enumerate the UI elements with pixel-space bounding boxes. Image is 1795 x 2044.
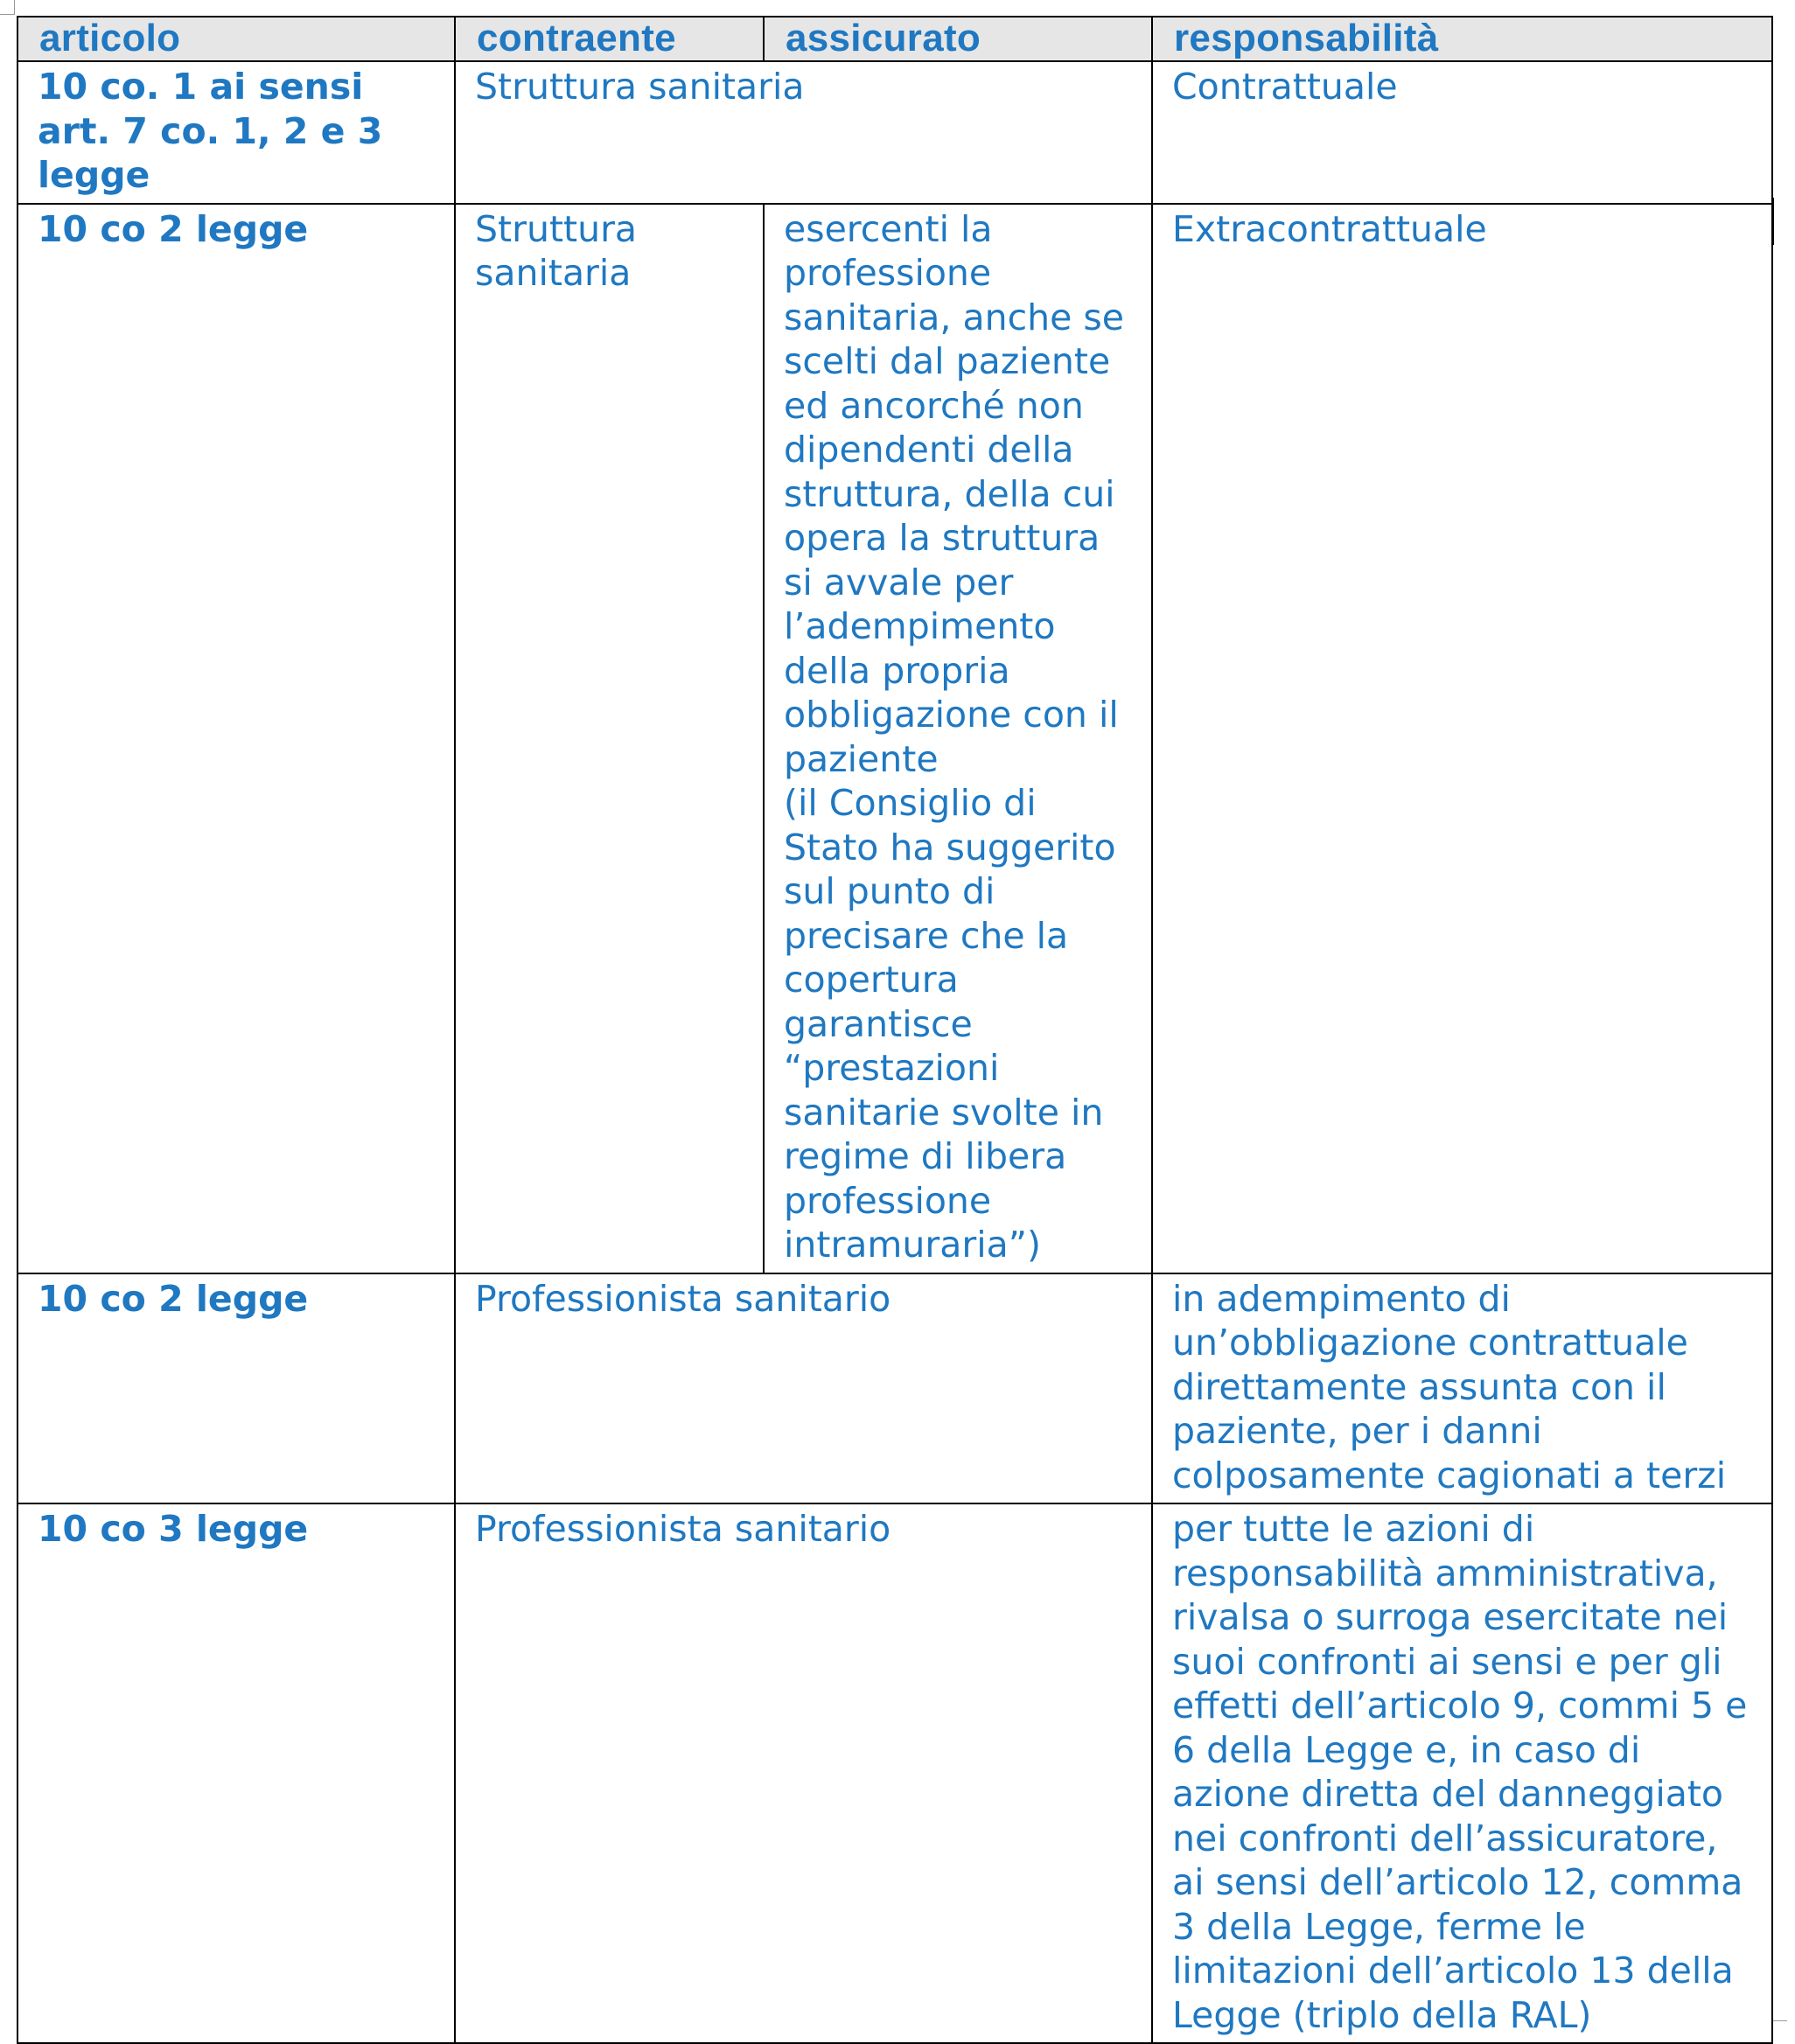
table-row: [17, 1503, 1772, 2043]
cell-contraente: Struttura sanitaria: [455, 204, 764, 1273]
cell-articolo: 10 co 2 legge: [17, 1273, 455, 1504]
page-corner-mark-top-left: [0, 0, 15, 15]
cell-responsabilita: Contrattuale: [1152, 61, 1772, 204]
text-cursor-mark: [1772, 198, 1774, 245]
cell-contraente-assicurato: Professionista sanitario: [455, 1273, 1152, 1504]
table-row: [17, 61, 1772, 204]
cell-articolo: 10 co 2 legge: [17, 204, 455, 1273]
header-articolo: articolo: [17, 17, 455, 61]
header-assicurato: assicurato: [764, 17, 1152, 61]
page-corner-mark-bottom-right: [1772, 2020, 1787, 2035]
insurance-table: [17, 16, 1773, 2044]
cell-assicurato: esercenti la professione sanitaria, anche se scelti dal paziente ed ancorché non dipendenti della struttura, della cui opera la struttura si avvale per l’adempimento della propria obbligazione con il paziente (il Consiglio di Stato ha suggerito sul punto di precisare che la copertura garantisce “prestazioni sanitarie svolte in regime di libera professione intramuraria”): [764, 204, 1152, 1273]
cell-responsabilita: Extracontrattuale: [1152, 204, 1772, 1273]
cell-articolo: 10 co 3 legge: [17, 1503, 455, 2043]
cell-contraente-assicurato: Struttura sanitaria: [455, 61, 1152, 204]
cell-articolo: 10 co. 1 ai sensi art. 7 co. 1, 2 e 3 legge: [17, 61, 455, 204]
cell-contraente-assicurato: Professionista sanitario: [455, 1503, 1152, 2043]
header-row: [17, 17, 1772, 61]
table-row: [17, 1273, 1772, 1504]
table-row: [17, 204, 1772, 1273]
header-responsabilita: responsabilità: [1152, 17, 1772, 61]
table-header: [17, 17, 1772, 61]
cell-responsabilita: per tutte le azioni di responsabilità amministrativa, rivalsa o surroga esercitate nei suoi confronti ai sensi e per gli effetti dell’articolo 9, commi 5 e 6 della Legge e, in caso di azione diretta del danneggiato nei confronti dell’assicuratore, ai sensi dell’articolo 12, comma 3 della Legge, ferme le limitazioni dell’articolo 13 della Legge (triplo della RAL): [1152, 1503, 1772, 2043]
table-body: [17, 61, 1772, 2043]
cell-responsabilita: in adempimento di un’obbligazione contrattuale direttamente assunta con il paziente, per i danni colposamente cagionati a terzi: [1152, 1273, 1772, 1504]
header-contraente: contraente: [455, 17, 764, 61]
